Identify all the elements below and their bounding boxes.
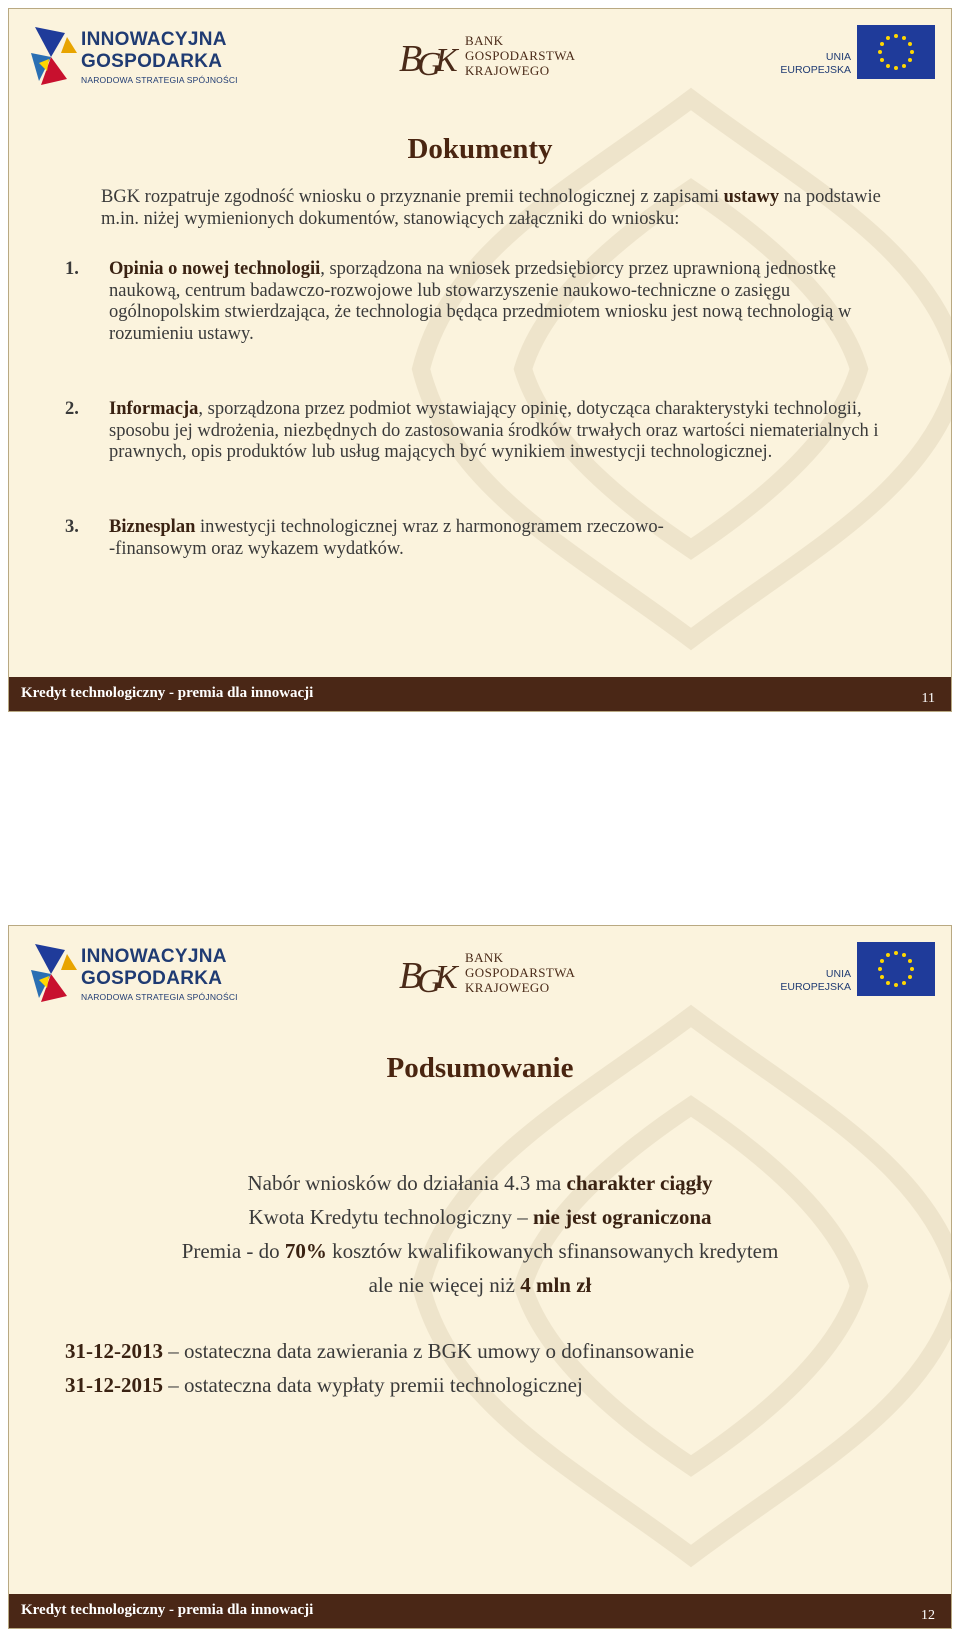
deadline-line bbox=[65, 1368, 925, 1402]
bgk-line1: BANK bbox=[465, 950, 504, 965]
eu-flag-icon bbox=[857, 25, 935, 79]
svg-text:B: B bbox=[399, 38, 423, 80]
summary-line bbox=[9, 1200, 951, 1234]
bgk-line3: KRAJOWEGO bbox=[465, 63, 550, 78]
list-item-text bbox=[109, 259, 889, 345]
bgk-monogram-icon bbox=[397, 31, 461, 83]
list-item-body: inwestycji technologicznej wraz z harmonogramem rzeczowo- -finansowym oraz wykazem wydatków. bbox=[109, 517, 664, 559]
list-item-number: 1. bbox=[65, 259, 79, 279]
slide-title: Podsumowanie bbox=[386, 1052, 574, 1084]
deadline-text: – ostateczna data wypłaty premii technologicznej bbox=[163, 1373, 583, 1397]
list-item-text bbox=[109, 517, 889, 560]
summary-text: Kwota Kredytu technologiczny – bbox=[248, 1205, 534, 1229]
slide-12 bbox=[8, 925, 952, 1629]
slide-footer bbox=[9, 1594, 951, 1628]
eu-label bbox=[779, 51, 851, 77]
list-item bbox=[65, 259, 885, 369]
eu-flag-icon bbox=[857, 942, 935, 996]
page-number: 11 bbox=[921, 691, 935, 706]
summary-text: Nabór wniosków do działania 4.3 ma bbox=[247, 1171, 567, 1195]
list-item bbox=[65, 399, 885, 489]
slide-header bbox=[9, 9, 951, 109]
deadline-date: 31-12-2015 bbox=[65, 1373, 163, 1397]
svg-text:G: G bbox=[417, 46, 442, 83]
slide-footer bbox=[9, 677, 951, 711]
bgk-line1: BANK bbox=[465, 33, 504, 48]
ig-logo-line1: INNOWACYJNA bbox=[81, 29, 227, 50]
bgk-logo-text bbox=[465, 33, 575, 78]
list-item-number: 2. bbox=[65, 399, 79, 419]
deadline-text: – ostateczna data zawierania z BGK umowy o dofinansowanie bbox=[163, 1339, 695, 1363]
footer-title: Kredyt technologiczny - premia dla innowacji bbox=[21, 1602, 314, 1618]
ig-logo-line2: GOSPODARKA bbox=[81, 968, 223, 989]
intro-text-post: na podstawie m.in. niżej wymienionych dokumentów, stanowiących załączniki do wniosku: bbox=[101, 187, 881, 229]
footer-title: Kredyt technologiczny - premia dla innowacji bbox=[21, 685, 314, 701]
ig-logo-line3: NARODOWA STRATEGIA SPÓJNOŚCI bbox=[81, 75, 238, 85]
intro-text-pre: BGK rozpatruje zgodność wniosku o przyznanie premii technologicznej z zapisami bbox=[101, 187, 724, 207]
list-item-bold: Biznesplan bbox=[109, 517, 196, 537]
svg-text:K: K bbox=[435, 959, 458, 996]
list-item-text bbox=[109, 399, 889, 464]
bgk-line2: GOSPODARSTWA bbox=[465, 48, 576, 63]
eu-line2: EUROPEJSKA bbox=[780, 64, 851, 76]
deadline-line bbox=[65, 1334, 925, 1368]
svg-text:G: G bbox=[417, 963, 442, 1000]
deadline-date: 31-12-2013 bbox=[65, 1339, 163, 1363]
list-item-body: , sporządzona na wniosek przedsiębiorcy przez uprawnioną jednostkę naukową, centrum badawczo-rozwojowe lub stowarzyszenie naukowo-techniczne o zasięgu ogólnopolskim stwierdzająca, że technologia będąca przedmiotem wniosku jest nową technologią w rozumieniu ustawy. bbox=[109, 259, 852, 344]
list-item-bold: Informacja bbox=[109, 399, 199, 419]
list-item-number: 3. bbox=[65, 517, 79, 537]
summary-text: kosztów kwalifikowanych sfinansowanych kredytem bbox=[326, 1239, 779, 1263]
summary-line bbox=[9, 1268, 951, 1302]
svg-text:K: K bbox=[435, 42, 458, 79]
list-item-body: , sporządzona przez podmiot wystawiający opinię, dotycząca charakterystyki technologii, sposobu jej wdrożenia, niezbędnych do zastosowania środków trwałych oraz wartości niematerialnych i prawnych, opis produktów lub usług mających być wynikiem inwestycji technologicznej. bbox=[109, 399, 879, 462]
intro-paragraph bbox=[101, 187, 881, 230]
list-item bbox=[65, 517, 885, 567]
summary-text: ale nie więcej niż bbox=[368, 1273, 521, 1297]
ig-logo-line3: NARODOWA STRATEGIA SPÓJNOŚCI bbox=[81, 992, 238, 1002]
summary-line bbox=[9, 1234, 951, 1268]
eu-label bbox=[779, 968, 851, 994]
summary-bold: 4 mln zł bbox=[520, 1273, 592, 1297]
summary-bold: 70% bbox=[284, 1239, 327, 1263]
summary-bold: charakter ciągły bbox=[566, 1171, 713, 1195]
summary-line bbox=[9, 1166, 951, 1200]
slide-title: Dokumenty bbox=[407, 133, 553, 165]
svg-text:B: B bbox=[399, 955, 423, 997]
bgk-monogram-icon bbox=[397, 948, 461, 1000]
ig-logo-line2: GOSPODARKA bbox=[81, 51, 223, 72]
summary-text: Premia - do bbox=[181, 1239, 285, 1263]
eu-line2: EUROPEJSKA bbox=[780, 981, 851, 993]
ig-logo-line1: INNOWACYJNA bbox=[81, 946, 227, 967]
summary-bold: nie jest ograniczona bbox=[533, 1205, 712, 1229]
list-item-bold: Opinia o nowej technologii bbox=[109, 259, 321, 279]
bgk-logo-text bbox=[465, 950, 575, 995]
bgk-line3: KRAJOWEGO bbox=[465, 980, 550, 995]
slide-header bbox=[9, 926, 951, 1026]
eu-line1: UNIA bbox=[825, 51, 851, 63]
bgk-line2: GOSPODARSTWA bbox=[465, 965, 576, 980]
intro-text-bold: ustawy bbox=[723, 187, 780, 207]
slide-11 bbox=[8, 8, 952, 712]
page-number: 12 bbox=[921, 1608, 935, 1623]
eu-line1: UNIA bbox=[825, 968, 851, 980]
